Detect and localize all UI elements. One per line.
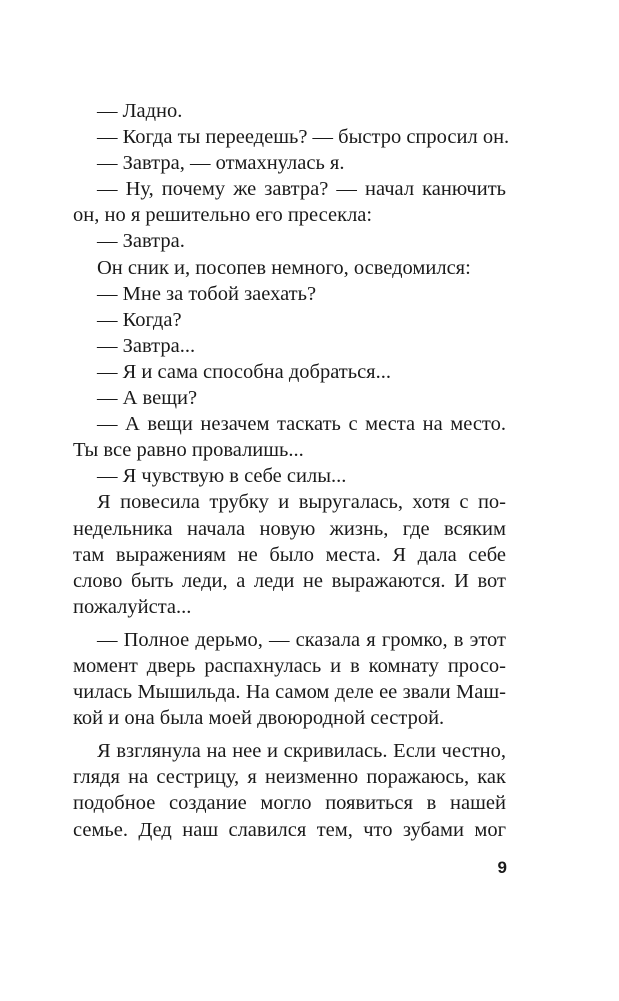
- text-line: момент дверь распахнулась и в комнату просо-: [73, 654, 506, 677]
- text-line: — Мне за тобой заехать?: [97, 282, 317, 305]
- text-line: чилась Мышильда. На самом деле ее звали Маш-: [73, 681, 506, 704]
- text-line: слово быть леди, а леди не выражаются. И вот: [73, 569, 506, 592]
- text-line: семье. Дед наш славился тем, что зубами мог: [73, 818, 506, 841]
- text-line: — Когда?: [97, 308, 182, 331]
- page-number: 9: [497, 858, 507, 877]
- text-line: там выражениям не было места. Я дала себе: [73, 543, 506, 566]
- text-line: он, но я решительно его пресекла:: [73, 204, 373, 227]
- text-line: Он сник и, посопев немного, осведомился:: [97, 256, 471, 279]
- text-line: Ты все равно провалишь...: [73, 439, 304, 462]
- text-line: — Я чувствую в себе силы...: [97, 465, 347, 488]
- text-line: недельника начала новую жизнь, где всяким: [73, 517, 506, 540]
- text-line: глядя на сестрицу, я неизменно поражаюсь, как: [73, 766, 506, 789]
- text-line: — Завтра.: [97, 230, 185, 253]
- text-line: — Полное дерьмо, — сказала я громко, в этот: [97, 628, 506, 651]
- text-line: пожалуйста...: [73, 595, 192, 618]
- text-line: кой и она была моей двоюродной сестрой.: [73, 707, 445, 730]
- text-line: Я взглянула на нее и скривилась. Если честно,: [97, 740, 506, 763]
- text-line: — Ну, почему же завтра? — начал канючить: [97, 178, 506, 201]
- text-line: Я повесила трубку и выругалась, хотя с по-: [97, 491, 506, 514]
- text-line: — Ладно.: [97, 100, 183, 122]
- text-line: — Завтра...: [97, 334, 196, 357]
- text-line: — Я и сама способна добраться...: [97, 360, 391, 383]
- text-line: подобное создание могло появиться в нашей: [73, 792, 506, 815]
- text-line: — Когда ты переедешь? — быстро спросил он.: [97, 126, 510, 149]
- text-line: — А вещи?: [97, 387, 198, 410]
- text-line: — А вещи незачем таскать с места на место.: [97, 413, 506, 436]
- text-line: — Завтра, — отмахнулась я.: [97, 152, 345, 175]
- page-text: [73, 98, 510, 843]
